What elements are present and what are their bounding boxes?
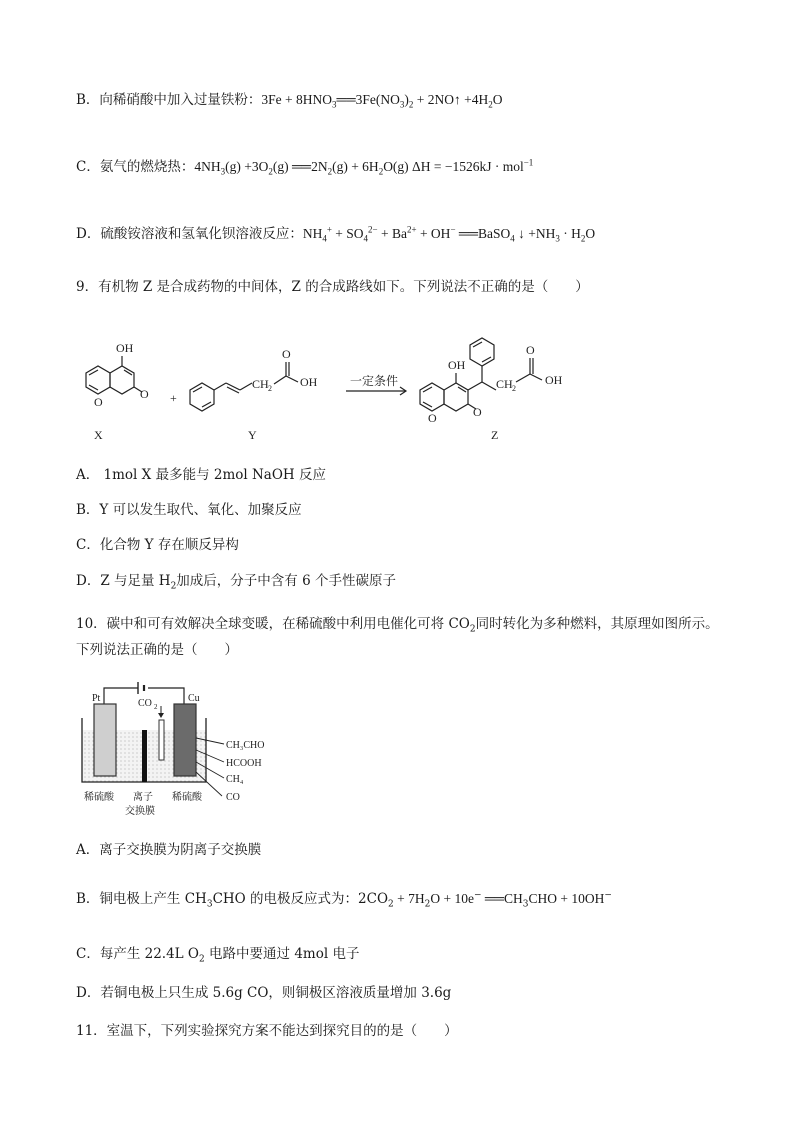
- svg-text:OH: OH: [300, 375, 318, 389]
- svg-text:稀硫酸: 稀硫酸: [84, 792, 114, 803]
- svg-text:CH₄: CH₄: [226, 774, 244, 785]
- svg-text:稀硫酸: 稀硫酸: [172, 792, 202, 803]
- svg-text:CH: CH: [496, 377, 513, 391]
- cu-electrode: [174, 704, 196, 776]
- svg-text:OH: OH: [545, 373, 563, 387]
- svg-text:CH: CH: [252, 377, 269, 391]
- svg-text:O: O: [282, 347, 291, 361]
- svg-text:Z: Z: [491, 428, 499, 442]
- q10-option-b: B．铜电极上产生 $CH_3CHO$ 的电极反应式为：$2CO_2 + 7H_2O + 10e^-$ $══CH_3CHO + 10OH^-$: [76, 890, 612, 910]
- ion-exchange-membrane: [142, 730, 147, 782]
- svg-text:X: X: [94, 428, 103, 442]
- q9-option-b: B．Y 可以发生取代、氧化、加聚反应: [76, 502, 302, 518]
- svg-text:2: 2: [512, 384, 516, 393]
- q10-electrolysis-diagram: [76, 676, 286, 826]
- svg-text:OH: OH: [116, 341, 134, 355]
- svg-text:CH₃CHO: CH₃CHO: [226, 740, 265, 751]
- q8-option-d: D．硫酸铵溶液和氢氧化钡溶液反应：$NH_4^+ + SO_4^{2-} + Ba^{2+} + OH^-$ ══BaSO$_4$ ↓ $+NH_3 \cdot H_2O$: [76, 224, 596, 244]
- svg-text:Y: Y: [248, 428, 257, 442]
- q10-option-c: C．每产生 22.4L $O_2$ 电路中要通过 4mol 电子: [76, 946, 360, 965]
- q8-c-equation: $4NH_3(g) +3O_2(g)$ $══2N_2(g) + 6H_2O(g) \Delta H = -1526kJ \cdot mol^{-1}$: [194, 157, 534, 177]
- svg-text:Pt: Pt: [92, 693, 101, 704]
- q10-option-d: D．若铜电极上只生成 5.6g CO，则铜极区溶液质量增加 3.6g: [76, 985, 452, 1001]
- svg-text:+: +: [170, 391, 177, 405]
- svg-text:O: O: [140, 387, 149, 401]
- q9-option-c: C．化合物 Y 存在顺反异构: [76, 537, 239, 553]
- svg-text:2: 2: [268, 384, 272, 393]
- q10-stem-line1: 10．碳中和可有效解决全球变暖，在稀硫酸中利用电催化可将 $CO_2$同时转化为多种燃料，其原理如图所示。: [76, 616, 719, 635]
- q8-option-b: B．向稀硝酸中加入过量铁粉：$3Fe + 8HNO_3══3Fe(NO_3)_2$ + 2NO↑ $+4H_2O$: [76, 92, 503, 110]
- pt-electrode: [94, 704, 116, 776]
- svg-text:O: O: [428, 411, 437, 425]
- svg-text:CO: CO: [138, 698, 152, 709]
- q10-option-a: A．离子交换膜为阴离子交换膜: [76, 842, 262, 858]
- q8-b-equation: $3Fe + 8HNO_3══3Fe(NO_3)_2$ + 2NO↑ $+4H_2O$: [261, 92, 503, 110]
- svg-text:离子: 离子: [133, 792, 153, 803]
- q9-reaction-scheme: [70, 318, 610, 446]
- q9-stem: 9．有机物 Z 是合成药物的中间体，Z 的合成路线如下。下列说法不正确的是（ ）: [76, 279, 589, 295]
- svg-text:O: O: [473, 405, 482, 419]
- svg-text:O: O: [526, 343, 535, 357]
- svg-text:Cu: Cu: [188, 693, 200, 704]
- q8-option-c: C．氨气的燃烧热：$4NH_3(g) +3O_2(g)$ $══2N_2(g) + 6H_2O(g) \Delta H = -1526kJ \cdot mol^{-1}$: [76, 157, 534, 177]
- q8-d-equation: $NH_4^+ + SO_4^{2-} + Ba^{2+} + OH^-$ ══BaSO$_4$ ↓ $+NH_3 \cdot H_2O$: [302, 224, 596, 244]
- svg-text:O: O: [94, 395, 103, 409]
- q9-option-a: A． 1mol X 最多能与 2mol NaOH 反应: [76, 467, 326, 483]
- svg-text:CO: CO: [226, 792, 240, 803]
- svg-text:OH: OH: [448, 358, 466, 372]
- svg-text:一定条件: 一定条件: [350, 374, 399, 388]
- q10-stem-line2: 下列说法正确的是（ ）: [76, 642, 238, 658]
- svg-text:2: 2: [154, 703, 158, 711]
- q11-stem: 11．室温下，下列实验探究方案不能达到探究目的的是（ ）: [76, 1023, 458, 1039]
- q9-option-d: D．Z 与足量 $H_2$加成后，分子中含有 6 个手性碳原子: [76, 573, 396, 592]
- svg-text:交换膜: 交换膜: [125, 806, 155, 817]
- svg-text:HCOOH: HCOOH: [226, 758, 262, 769]
